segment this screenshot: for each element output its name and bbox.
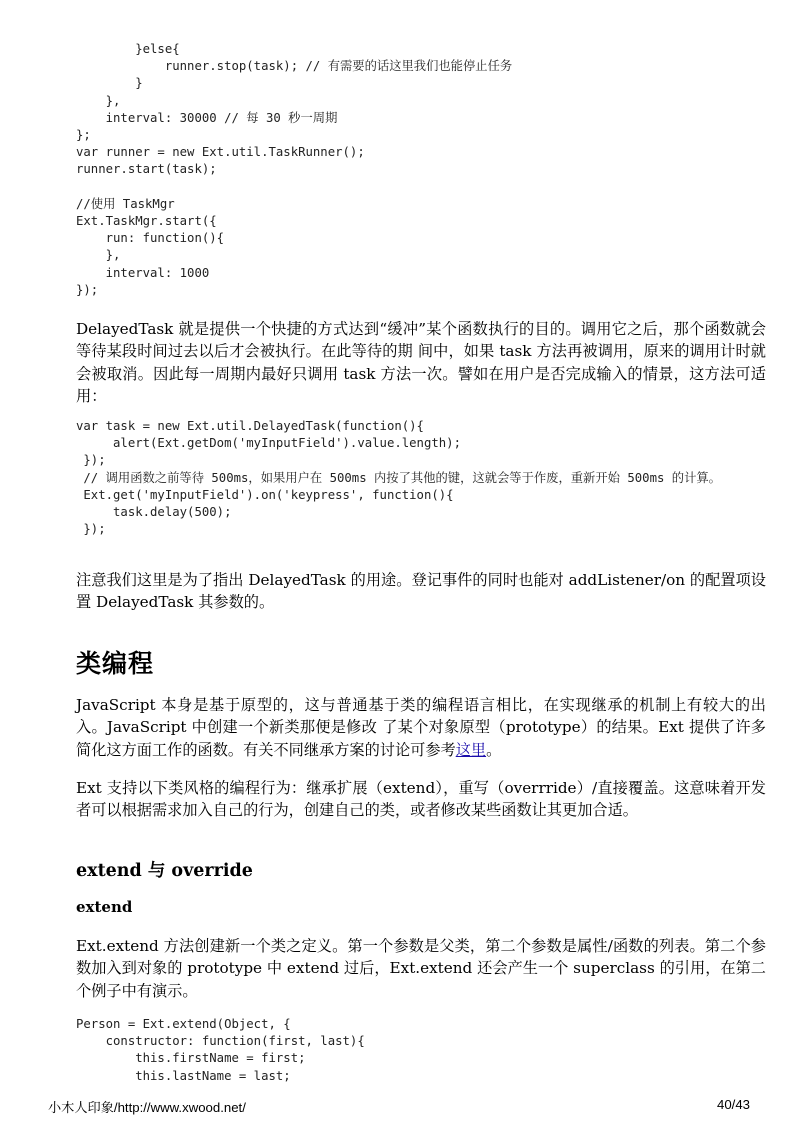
footer-site: 小木人印象/http://www.xwood.net/ bbox=[48, 1100, 246, 1115]
paragraph-js-prototype-text: JavaScript 本身是基于原型的，这与普通基于类的编程语言相比，在实现继承的机制上有较大的出入。JavaScript 中创建一个新类那便是修改 了某个对象原型（prototype）的结果。Ext 提供了许多简化这方面工作的函数。有关不同继承方案的讨论可参考 bbox=[76, 696, 766, 759]
heading-extend: extend bbox=[76, 898, 133, 916]
heading-extend-override: extend 与 override bbox=[76, 861, 253, 881]
code-block-task-runner: }else{ runner.stop(task); // 有需要的话这里我们也能停止任务 } }, interval: 30000 // 每 30 秒一周期 }; var runner = new Ext.util.TaskRunner(); runner.start(task); //使用 TaskMgr Ext.TaskMgr.start({ run: function(){ }, interval: 1000 }); bbox=[76, 42, 513, 297]
paragraph-js-prototype bbox=[76, 694, 766, 761]
reference-link[interactable]: 这里 bbox=[455, 740, 487, 759]
paragraph-js-prototype-end: 。 bbox=[486, 740, 502, 759]
paragraph-delayedtask: DelayedTask 就是提供一个快捷的方式达到“缓冲”某个函数执行的目的。调用它之后，那个函数就会等待某段时间过去以后才会被执行。在此等待的期 间中，如果 task 方法再被调用，原来的调用计时就会被取消。因此每一周期内最好只调用 task 方法一次。譬如在用户是否完成输入的情景，这方法可适用： bbox=[76, 320, 766, 406]
code-block-person-extend: Person = Ext.extend(Object, { constructor: function(first, last){ this.firstName = first; this.lastName = last; bbox=[76, 1017, 365, 1083]
paragraph-note: 注意我们这里是为了指出 DelayedTask 的用途。登记事件的同时也能对 addListener/on 的配置项设置 DelayedTask 其参数的。 bbox=[76, 571, 766, 612]
paragraph-ext-supports: Ext 支持以下类风格的编程行为：继承扩展（extend），重写（overrride）/直接覆盖。这意味着开发者可以根据需求加入自己的行为，创建自己的类，或者修改某些函数让其更加合适。 bbox=[76, 779, 766, 820]
paragraph-ext-extend: Ext.extend 方法创建新一个类之定义。第一个参数是父类，第二个参数是属性/函数的列表。第二个参数加入到对象的 prototype 中 extend 过后，Ext.extend 还会产生一个 superclass 的引用，在第二个例子中有演示。 bbox=[76, 937, 766, 1000]
heading-class-programming: 类编程 bbox=[76, 649, 155, 678]
footer-page-number: 40/43 bbox=[716, 1097, 750, 1112]
code-block-delayedtask: var task = new Ext.util.DelayedTask(function(){ alert(Ext.getDom('myInputField').value.length); }); // 调用函数之前等待 500ms，如果用户在 500ms 内按了其他的键，这就会等于作废，重新开始 500ms 的计算。 Ext.get('myInputField').on('keypress', function(){ task.delay(500); }); bbox=[76, 419, 721, 537]
